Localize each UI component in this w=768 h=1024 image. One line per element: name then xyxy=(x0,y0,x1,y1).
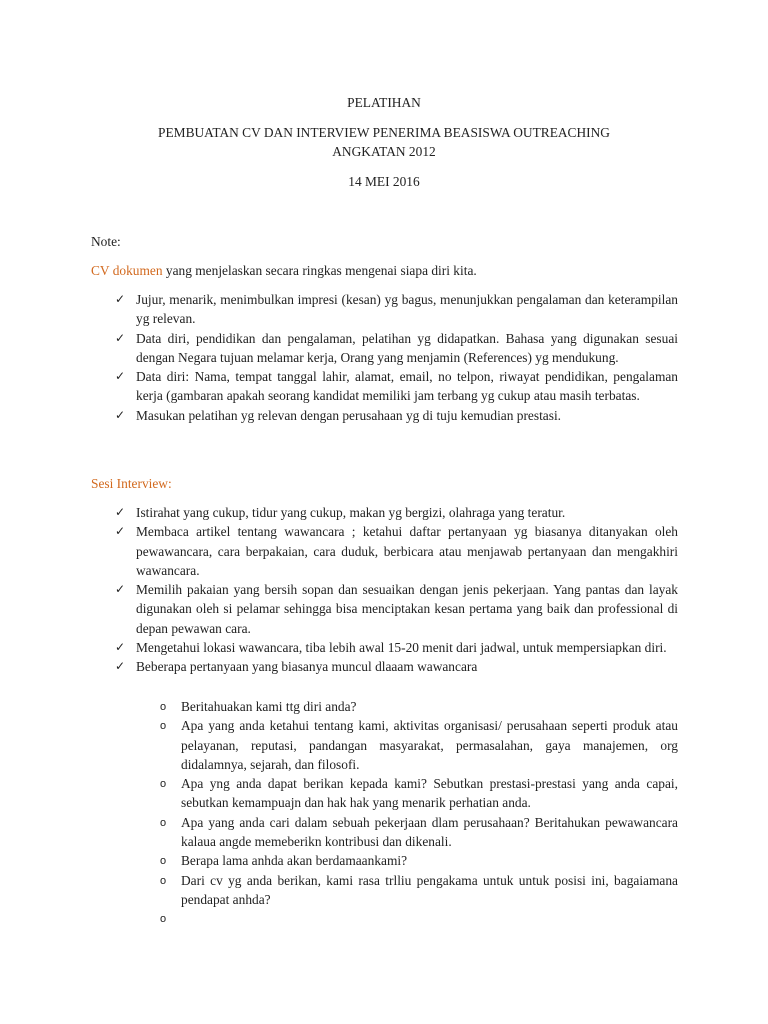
question-item xyxy=(158,774,678,813)
document-subtitle-line-2: ANGKATAN 2012 xyxy=(332,144,436,159)
checkmark-icon: ✓ xyxy=(115,659,126,674)
cv-term: CV dokumen xyxy=(91,263,163,278)
checkmark-icon: ✓ xyxy=(115,505,126,519)
checklist-item xyxy=(113,522,678,580)
note-label: Note: xyxy=(91,234,121,249)
question-item xyxy=(158,697,678,716)
document-title: PELATIHAN xyxy=(347,95,421,110)
circle-bullet-icon: o xyxy=(160,720,167,733)
checkmark-icon: ✓ xyxy=(115,407,126,422)
question-item xyxy=(158,851,678,870)
checkmark-icon: ✓ xyxy=(115,292,126,306)
checklist-item xyxy=(113,503,678,522)
question-text: Beritahuakan kami ttg diri anda? xyxy=(181,699,357,714)
circle-bullet-icon: o xyxy=(160,874,167,887)
circle-bullet-icon: o xyxy=(160,778,167,791)
checklist-item xyxy=(113,329,678,368)
checklist-item xyxy=(113,290,678,329)
interview-questions-list xyxy=(158,697,678,929)
checklist-item xyxy=(113,657,678,676)
checklist-item-text: Beberapa pertanyaan yang biasanya muncul dlaaam wawancara xyxy=(136,659,478,675)
checklist-item-text: Masukan pelatihan yg relevan dengan perusahaan yg di tuju kemudian prestasi. xyxy=(136,407,562,423)
checklist-item xyxy=(113,367,678,406)
question-item xyxy=(158,716,678,774)
circle-bullet-icon: o xyxy=(160,855,167,868)
cv-definition xyxy=(91,262,477,280)
document-subtitle-line-1: PEMBUATAN CV DAN INTERVIEW PENERIMA BEASISWA OUTREACHING xyxy=(158,125,610,140)
circle-bullet-icon: o xyxy=(160,816,167,829)
checklist-item-text: Mengetahui lokasi wawancara, tiba lebih awal 15-20 menit dari jadwal, untuk mempersiapkan diri. xyxy=(136,640,667,656)
checklist-item-text: Jujur, menarik, menimbulkan impresi (kesan) yg bagus, menunjukkan pengalaman dan keterampilan yg relevan. xyxy=(136,292,678,327)
question-text: Dari cv yg anda berikan, kami rasa trlliu pengakama untuk untuk posisi ini, bagaiamana pendapat anhda? xyxy=(181,872,678,907)
checkmark-icon: ✓ xyxy=(115,330,126,345)
checklist-item-text: Memilih pakaian yang bersih sopan dan sesuaikan dengan jenis pekerjaan. Yang pantas dan layak digunakan oleh si pelamar sehingga bisa menciptakan kesan pertama yang baik dan professional di depan pewawan cara. xyxy=(136,582,678,636)
document-date: 14 MEI 2016 xyxy=(348,174,420,189)
question-text: Apa yang anda cari dalam sebuah pekerjaan dlam perusahaan? Beritahukan pewawancara kalaua angde memeberikn kontribusi dan dikenali. xyxy=(181,814,678,850)
sesi-interview-heading: Sesi Interview: xyxy=(91,476,172,491)
question-item xyxy=(158,871,678,910)
circle-bullet-icon: o xyxy=(160,701,167,713)
checkmark-icon: ✓ xyxy=(115,369,126,384)
checklist-item xyxy=(113,638,678,657)
checklist-item xyxy=(113,406,678,425)
checklist-item-text: Data diri, pendidikan dan pengalaman, pelatihan yg didapatkan. Bahasa yang digunakan sesuai dengan Negara tujuan melamar kerja, Orang yang menjamin (References) yg mendukung. xyxy=(136,330,678,365)
question-item-empty xyxy=(158,909,678,928)
question-item xyxy=(158,813,678,852)
cv-definition-text: yang menjelaskan secara ringkas mengenai siapa diri kita. xyxy=(162,263,477,278)
question-text: Apa yng anda dapat berikan kepada kami? Sebutkan prestasi-prestasi yang anda capai, sebutkan kemampuajn dan hak hak yang menarik perhatian anda. xyxy=(181,776,678,811)
checklist-item-text: Data diri: Nama, tempat tanggal lahir, alamat, email, no telpon, riwayat pendidikan, pengalaman kerja (gambaran apakah seorang kandidat memiliki jam terbang yg cukup atau masih terbatas. xyxy=(136,369,678,404)
checkmark-icon: ✓ xyxy=(115,524,126,539)
circle-bullet-icon: o xyxy=(160,913,167,926)
cv-checklist xyxy=(113,290,678,425)
checkmark-icon: ✓ xyxy=(115,582,126,597)
checkmark-icon: ✓ xyxy=(115,640,126,655)
checklist-item-text: Istirahat yang cukup, tidur yang cukup, makan yg bergizi, olahraga yang teratur. xyxy=(136,505,566,520)
checklist-item-text: Membaca artikel tentang wawancara ; ketahui daftar pertanyaan yg biasanya ditanyakan oleh pewawancara, cara berpakaian, cara duduk, berbicara atau menjawab pertanyaan dan mengakhiri wawancara. xyxy=(136,524,678,578)
question-text: Berapa lama anhda akan berdamaankami? xyxy=(181,853,408,869)
interview-checklist xyxy=(113,503,678,677)
checklist-item xyxy=(113,580,678,638)
question-text: Apa yang anda ketahui tentang kami, aktivitas organisasi/ perusahaan seperti produk atau pelayanan, reputasi, pandangan masyarakat, permasalahan, gaya manajemen, org didalamnya, sejarah, dan filosofi. xyxy=(181,718,678,772)
